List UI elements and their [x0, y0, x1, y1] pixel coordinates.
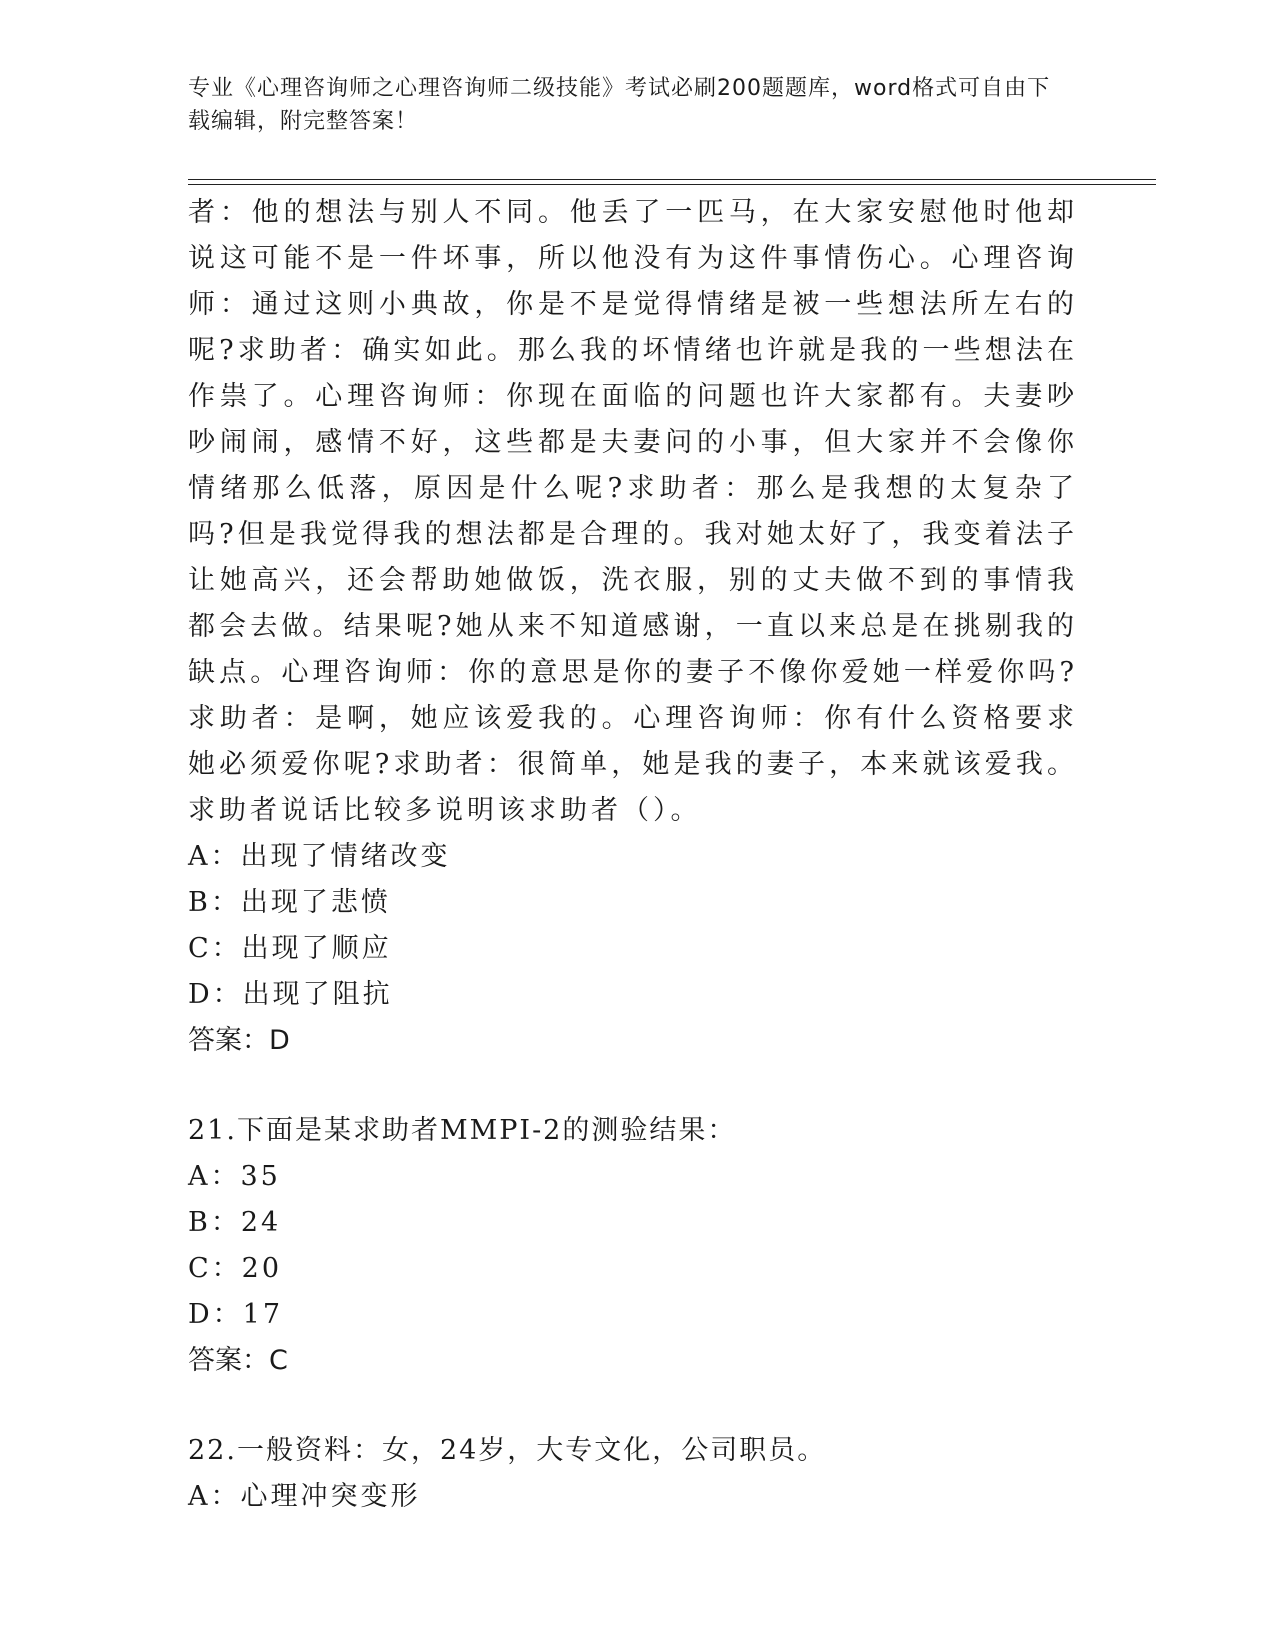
spacer	[188, 1064, 1078, 1108]
q21-option-b: B：24	[188, 1207, 282, 1238]
q20-option-d: D：出现了阻抗	[188, 979, 393, 1010]
document-body	[188, 190, 1078, 1520]
header-divider-bottom	[188, 184, 1156, 185]
q20-answer: 答案：D	[188, 1025, 290, 1056]
q20-option-a: A：出现了情绪改变	[188, 841, 451, 872]
q22-title: 22.一般资料：女，24岁，大专文化，公司职员。	[188, 1435, 827, 1466]
question-passage: 者：他的想法与别人不同。他丢了一匹马，在大家安慰他时他却说这可能不是一件坏事，所以他没有为这件事情伤心。心理咨询师：通过这则小典故，你是不是觉得情绪是被一些想法所左右的呢?求助者：确实如此。那么我的坏情绪也许就是我的一些想法在作祟了。心理咨询师：你现在面临的问题也许大家都有。夫妻吵吵闹闹，感情不好，这些都是夫妻问的小事，但大家并不会像你情绪那么低落，原因是什么呢?求助者：那么是我想的太复杂了吗?但是我觉得我的想法都是合理的。我对她太好了，我变着法子让她高兴，还会帮助她做饭，洗衣服，别的丈夫做不到的事情我都会去做。结果呢?她从来不知道感谢，一直以来总是在挑剔我的缺点。心理咨询师：你的意思是你的妻子不像你爱她一样爱你吗?求助者：是啊，她应该爱我的。心理咨询师：你有什么资格要求她必须爱你呢?求助者：很简单，她是我的妻子，本来就该爱我。求助者说话比较多说明该求助者（）。	[188, 197, 1078, 826]
q20-option-b: B：出现了悲愤	[188, 887, 391, 918]
q21-option-d: D：17	[188, 1299, 284, 1330]
q21-option-c: C：20	[188, 1253, 283, 1284]
spacer	[188, 1384, 1078, 1428]
q21-answer: 答案：C	[188, 1345, 288, 1376]
q21-option-a: A：35	[188, 1161, 281, 1192]
header-divider-top	[188, 179, 1156, 180]
q22-option-a: A：心理冲突变形	[188, 1481, 421, 1512]
document-header: 专业《心理咨询师之心理咨询师二级技能》考试必刷200题题库，word格式可自由下载编辑，附完整答案！	[188, 76, 1051, 134]
q21-title: 21.下面是某求助者MMPI-2的测验结果：	[188, 1115, 737, 1146]
q20-option-c: C：出现了顺应	[188, 933, 392, 964]
